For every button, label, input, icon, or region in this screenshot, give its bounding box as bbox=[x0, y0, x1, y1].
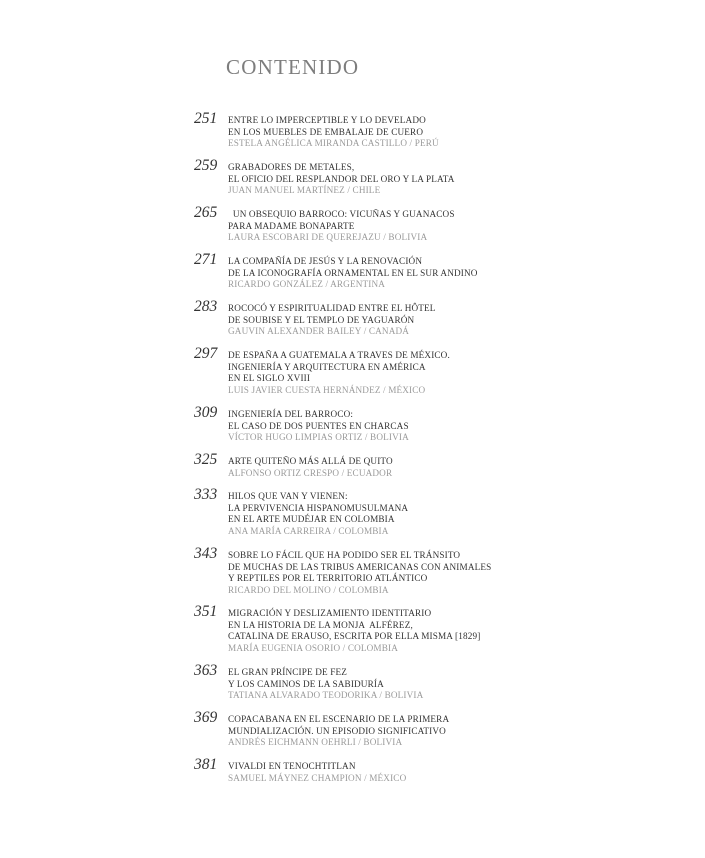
entry-body bbox=[228, 115, 508, 150]
entry-author: TATIANA ALVARADO TEODORIKA / BOLIVIA bbox=[228, 690, 424, 701]
entry-author: GAUVIN ALEXANDER BAILEY / CANADÁ bbox=[228, 326, 410, 337]
entry-author: SAMUEL MÁYNEZ CHAMPION / MÉXICO bbox=[228, 772, 407, 783]
page-number: 381 bbox=[194, 756, 218, 773]
page-number: 343 bbox=[194, 545, 218, 562]
entry-author: LAURA ESCOBARI DE QUEREJAZU / BOLIVIA bbox=[228, 232, 428, 243]
page-number: 363 bbox=[194, 662, 218, 679]
entry-body bbox=[228, 714, 508, 749]
entry-title: UN OBSEQUIO BARROCO: VICUÑAS Y GUANACOS PARA MADAME BONAPARTE bbox=[228, 209, 455, 231]
entry-body bbox=[228, 350, 508, 397]
page-number: 333 bbox=[194, 486, 218, 503]
entry-body bbox=[228, 456, 508, 479]
entry-title: EL GRAN PRÍNCIPE DE FEZ Y LOS CAMINOS DE LA SABIDURÍA bbox=[228, 667, 384, 689]
page-number: 259 bbox=[194, 157, 218, 174]
entry-body bbox=[228, 303, 508, 338]
page-number: 369 bbox=[194, 709, 218, 726]
entry-title: VIVALDI EN TENOCHTITLAN bbox=[228, 761, 356, 771]
entry-body bbox=[228, 550, 508, 597]
entry-body bbox=[228, 608, 508, 655]
entry-author: VÍCTOR HUGO LIMPIAS ORTIZ / BOLIVIA bbox=[228, 432, 409, 443]
entry-body bbox=[228, 162, 508, 197]
page-title: CONTENIDO bbox=[226, 55, 360, 79]
entry-title: ARTE QUITEÑO MÁS ALLÁ DE QUITO bbox=[228, 456, 393, 466]
entry-author: MARÍA EUGENIA OSORIO / COLOMBIA bbox=[228, 643, 399, 654]
entry-author: RICARDO GONZÁLEZ / ARGENTINA bbox=[228, 279, 386, 290]
entry-author: JUAN MANUEL MARTÍNEZ / CHILE bbox=[228, 185, 381, 196]
entry-author: ALFONSO ORTIZ CRESPO / ECUADOR bbox=[228, 467, 393, 478]
page-number: 283 bbox=[194, 298, 218, 315]
entry-body bbox=[228, 761, 508, 784]
page-number: 309 bbox=[194, 404, 218, 421]
entry-title: COPACABANA EN EL ESCENARIO DE LA PRIMERA MUNDIALIZACIÓN. UN EPISODIO SIGNIFICATIVO bbox=[228, 714, 450, 736]
entry-author: LUIS JAVIER CUESTA HERNÁNDEZ / MÉXICO bbox=[228, 385, 426, 396]
page-number: 265 bbox=[194, 204, 218, 221]
entry-body bbox=[228, 209, 508, 244]
entry-title: GRABADORES DE METALES, EL OFICIO DEL RESPLANDOR DEL ORO Y LA PLATA bbox=[228, 162, 455, 184]
page-number: 271 bbox=[194, 251, 218, 268]
page-number: 297 bbox=[194, 345, 218, 362]
entry-title: ROCOCÓ Y ESPIRITUALIDAD ENTRE EL HÔTEL DE SOUBISE Y EL TEMPLO DE YAGUARÓN bbox=[228, 303, 436, 325]
entry-title: SOBRE LO FÁCIL QUE HA PODIDO SER EL TRÁNSITO DE MUCHAS DE LAS TRIBUS AMERICANAS CON ANIMALES Y REPTILES POR EL TERRITORIO ATLÁNTICO bbox=[228, 550, 492, 584]
entry-body bbox=[228, 409, 508, 444]
entry-body bbox=[228, 667, 508, 702]
entry-title: INGENIERÍA DEL BARROCO: EL CASO DE DOS PUENTES EN CHARCAS bbox=[228, 409, 409, 431]
entry-title: ENTRE LO IMPERCEPTIBLE Y LO DEVELADO EN LOS MUEBLES DE EMBALAJE DE CUERO bbox=[228, 115, 426, 137]
entry-title: LA COMPAÑÍA DE JESÚS Y LA RENOVACIÓN DE LA ICONOGRAFÍA ORNAMENTAL EN EL SUR ANDINO bbox=[228, 256, 478, 278]
entry-body bbox=[228, 256, 508, 291]
entry-title: MIGRACIÓN Y DESLIZAMIENTO IDENTITARIO EN LA HISTORIA DE LA MONJA ALFÉREZ, CATALINA DE ERAUSO, ESCRITA POR ELLA MISMA [1829] bbox=[228, 608, 481, 642]
entry-title: HILOS QUE VAN Y VIENEN: LA PERVIVENCIA HISPANOMUSULMANA EN EL ARTE MUDÉJAR EN COLOMBIA bbox=[228, 491, 409, 525]
page-number: 351 bbox=[194, 603, 218, 620]
entry-body bbox=[228, 491, 508, 538]
page-number: 325 bbox=[194, 451, 218, 468]
entry-author: ANDRÉS EICHMANN OEHRLI / BOLIVIA bbox=[228, 737, 403, 748]
page-number: 251 bbox=[194, 110, 218, 127]
entry-author: ANA MARÍA CARREIRA / COLOMBIA bbox=[228, 526, 389, 537]
entry-author: ESTELA ANGÉLICA MIRANDA CASTILLO / PERÚ bbox=[228, 138, 439, 149]
entry-title: DE ESPAÑA A GUATEMALA A TRAVES DE MÉXICO. INGENIERÍA Y ARQUITECTURA EN AMÉRICA EN EL SIGLO XVIII bbox=[228, 350, 450, 384]
entry-author: RICARDO DEL MOLINO / COLOMBIA bbox=[228, 585, 389, 596]
